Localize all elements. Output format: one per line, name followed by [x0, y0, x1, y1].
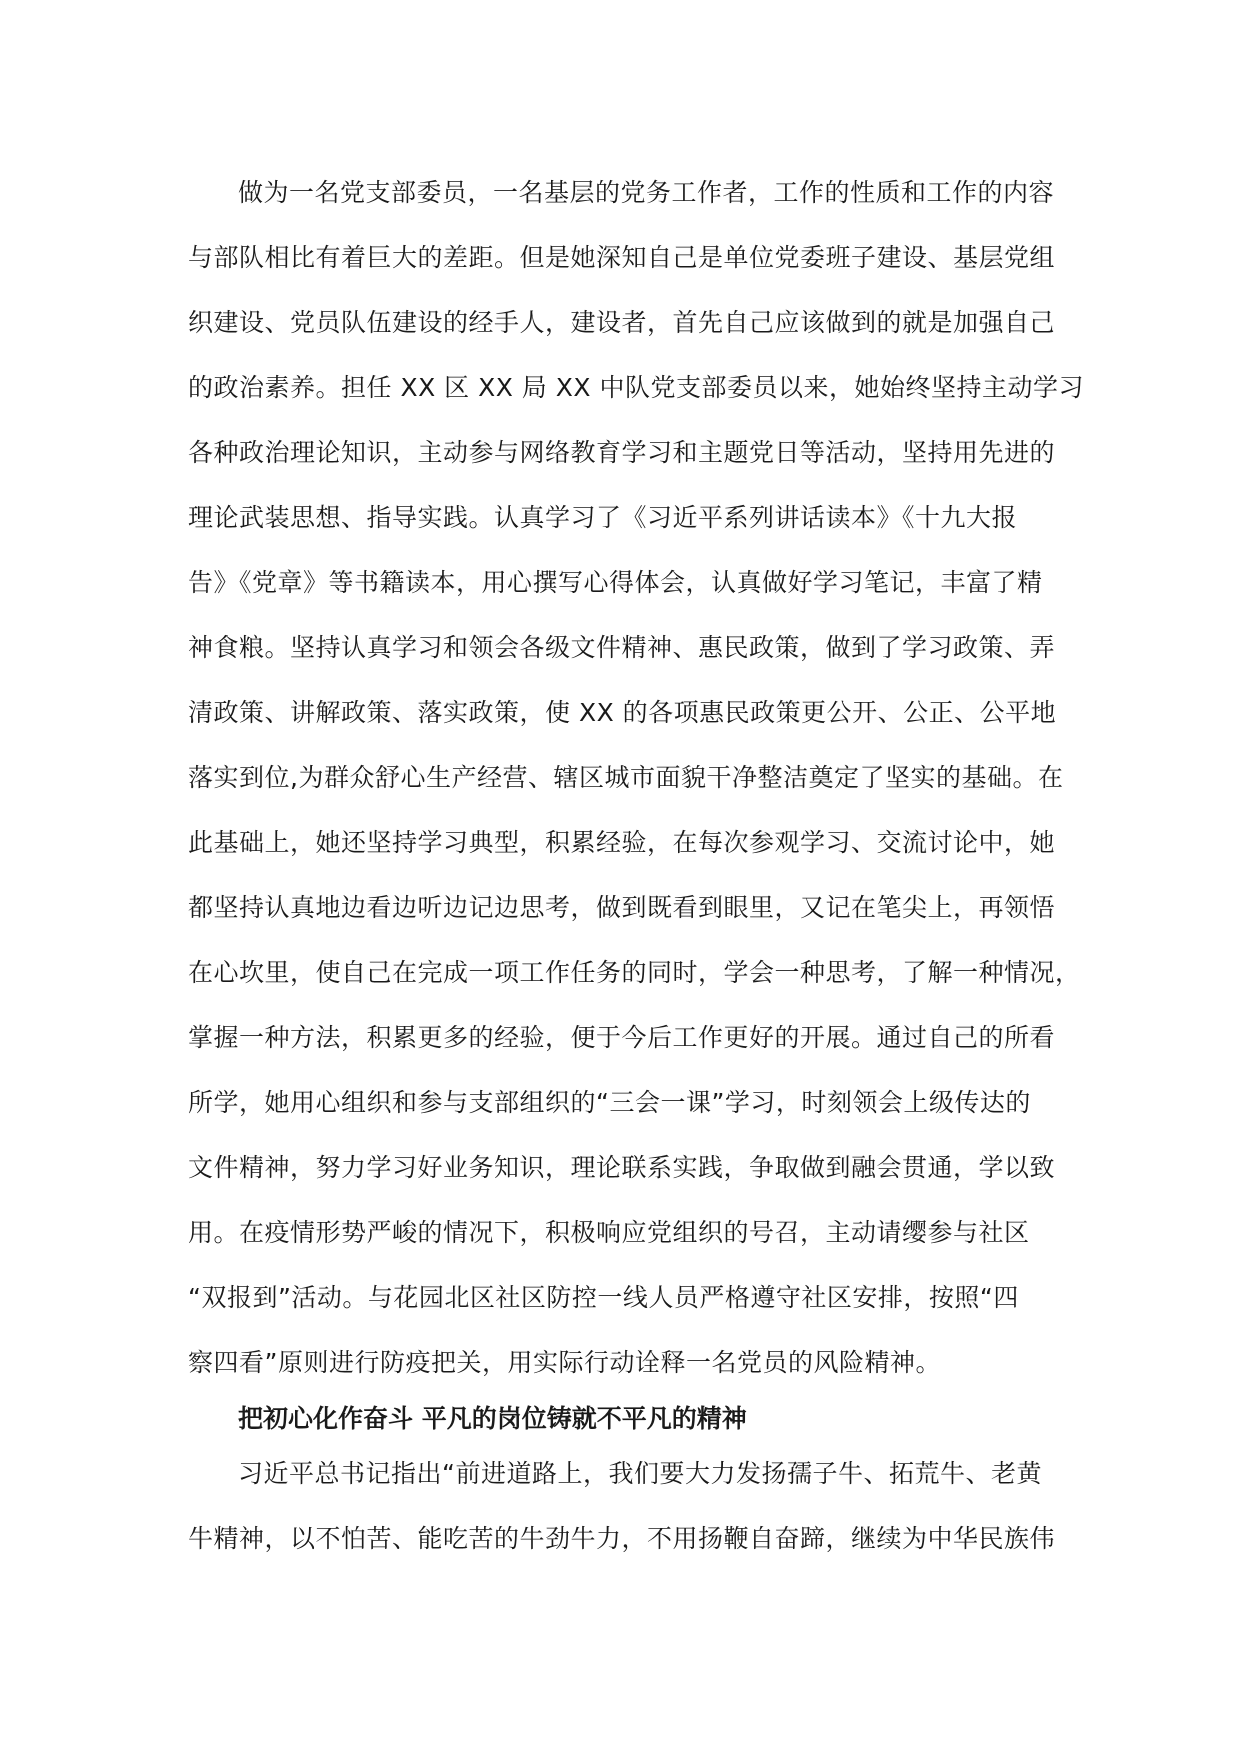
paragraph-1-line-2: 与部队相比有着巨大的差距。但是她深知自己是单位党委班子建设、基层党组: [188, 243, 1056, 272]
paragraph-1-line-16: 文件精神，努力学习好业务知识，理论联系实践，争取做到融会贯通，学以致: [188, 1153, 1056, 1182]
paragraph-2-line-1: 习近平总书记指出“前进道路上，我们要大力发扬孺子牛、拓荒牛、老黄: [238, 1459, 1042, 1488]
paragraph-1-line-17: 用。在疫情形势严峻的情况下，积极响应党组织的号召，主动请缨参与社区: [188, 1218, 1030, 1247]
paragraph-1-line-3: 织建设、党员队伍建设的经手人，建设者，首先自己应该做到的就是加强自己: [188, 308, 1056, 337]
paragraph-1-line-5: 各种政治理论知识，主动参与网络教育学习和主题党日等活动，坚持用先进的: [188, 438, 1056, 467]
paragraph-1-line-13: 在心坎里，使自己在完成一项工作任务的同时，学会一种思考，了解一种情况，: [188, 958, 1081, 987]
paragraph-1-line-15: 所学，她用心组织和参与支部组织的“三会一课”学习，时刻领会上级传达的: [188, 1088, 1031, 1117]
paragraph-1-line-12: 都坚持认真地边看边听边记边思考，做到既看到眼里，又记在笔尖上，再领悟: [188, 893, 1056, 922]
paragraph-1-line-11: 此基础上，她还坚持学习典型，积累经验，在每次参观学习、交流讨论中，她: [188, 828, 1056, 857]
paragraph-1-line-10: 落实到位,为群众舒心生产经营、辖区城市面貌干净整洁奠定了坚实的基础。在: [188, 763, 1064, 792]
paragraph-1-line-14: 掌握一种方法，积累更多的经验，便于今后工作更好的开展。通过自己的所看: [188, 1023, 1056, 1052]
paragraph-1-line-8: 神食粮。坚持认真学习和领会各级文件精神、惠民政策，做到了学习政策、弄: [188, 633, 1056, 662]
paragraph-1-line-18: “双报到”活动。与花园北区社区防控一线人员严格遵守社区安排，按照“四: [188, 1283, 1019, 1312]
paragraph-1-line-4: 的政治素养。担任 XX 区 XX 局 XX 中队党支部委员以来，她始终坚持主动学习: [188, 373, 1084, 402]
paragraph-1-line-6: 理论武装思想、指导实践。认真学习了《习近平系列讲话读本》《十九大报: [188, 503, 1018, 532]
paragraph-2-line-2: 牛精神，以不怕苦、能吃苦的牛劲牛力，不用扬鞭自奋蹄，继续为中华民族伟: [188, 1524, 1056, 1553]
paragraph-1-line-19: 察四看”原则进行防疫把关，用实际行动诠释一名党员的风险精神。: [188, 1348, 941, 1377]
paragraph-1-line-7: 告》《党章》等书籍读本，用心撰写心得体会，认真做好学习笔记，丰富了精: [188, 568, 1043, 597]
document-body: [188, 172, 1084, 1583]
paragraph-1-line-1: 做为一名党支部委员，一名基层的党务工作者，工作的性质和工作的内容: [238, 178, 1055, 207]
section-heading: 把初心化作奋斗 平凡的岗位铸就不平凡的精神: [238, 1404, 747, 1433]
paragraph-1-line-9: 清政策、讲解政策、落实政策，使 XX 的各项惠民政策更公开、公正、公平地: [188, 698, 1057, 727]
